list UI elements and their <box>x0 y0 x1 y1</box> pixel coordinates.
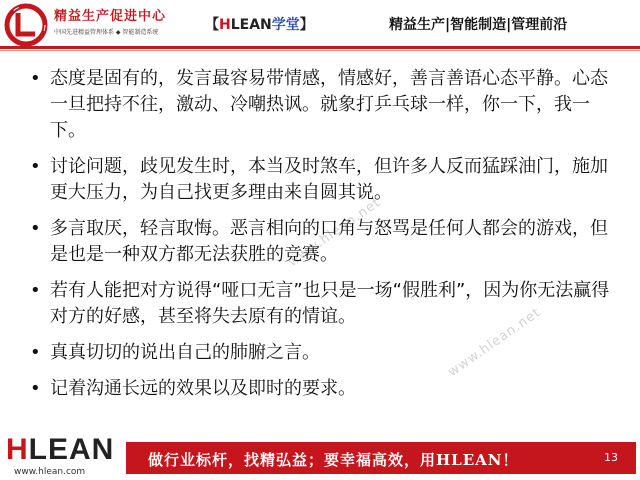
footer-motto: 做行业标杆，找精弘益；要幸福高效，用HLEAN！ <box>148 451 519 469</box>
hlean-school-tag: 【HLEAN学堂】 <box>205 17 314 33</box>
slide-header <box>0 0 640 50</box>
list-item: • 多言取厌，轻言取悔。恶言相向的口角与怒骂是任何人都会的游戏，但是也是一种双方都无法获胜的竞赛。 <box>30 218 608 265</box>
bullet-icon: • <box>30 156 41 177</box>
header-divider-thin <box>0 50 640 51</box>
header-slogan: 精益生产|智能制造|管理前沿 <box>389 17 568 33</box>
page-number: 13 <box>604 451 618 464</box>
bullet-icon: • <box>30 68 41 89</box>
footer-url: www.hlean.com <box>14 467 86 477</box>
bullet-icon: • <box>30 378 41 399</box>
slide-footer <box>0 432 640 480</box>
footer-logo: HLEAN <box>6 433 115 466</box>
list-item: • 若有人能把对方说得“哑口无言”也只是一场“假胜利”，因为你无法赢得对方的好感，甚至将失去原有的情谊。 <box>30 280 610 327</box>
brand-subtitle: 中国先进精益管理体系 ◆ 智能制造系统 <box>54 29 159 36</box>
bullet-icon: • <box>30 280 41 301</box>
bullet-icon: • <box>30 218 41 239</box>
list-item: • 讨论问题，歧见发生时，本当及时煞车，但许多人反而猛踩油门，施加更大压力，为自己找更多理由来自圆其说。 <box>30 156 608 203</box>
brand-title: 精益生产促进中心 <box>54 9 167 24</box>
list-item: • 态度是固有的，发言最容易带情感，情感好，善言善语心态平静。心态一旦把持不往，激动、冷嘲热讽。就象打乒乓球一样，你一下，我一下。 <box>30 68 608 141</box>
lean-logo-icon <box>4 3 48 47</box>
bullet-icon: • <box>30 342 41 363</box>
bullet-list <box>28 66 618 412</box>
list-item: • 记着沟通长远的效果以及即时的要求。 <box>28 376 618 402</box>
list-item: • 真真切切的说出自己的肺腑之言。 <box>28 340 618 366</box>
watermark: www.hlean.net <box>285 194 384 271</box>
header-divider <box>0 46 640 49</box>
watermark: www.hlean.net <box>445 304 544 381</box>
